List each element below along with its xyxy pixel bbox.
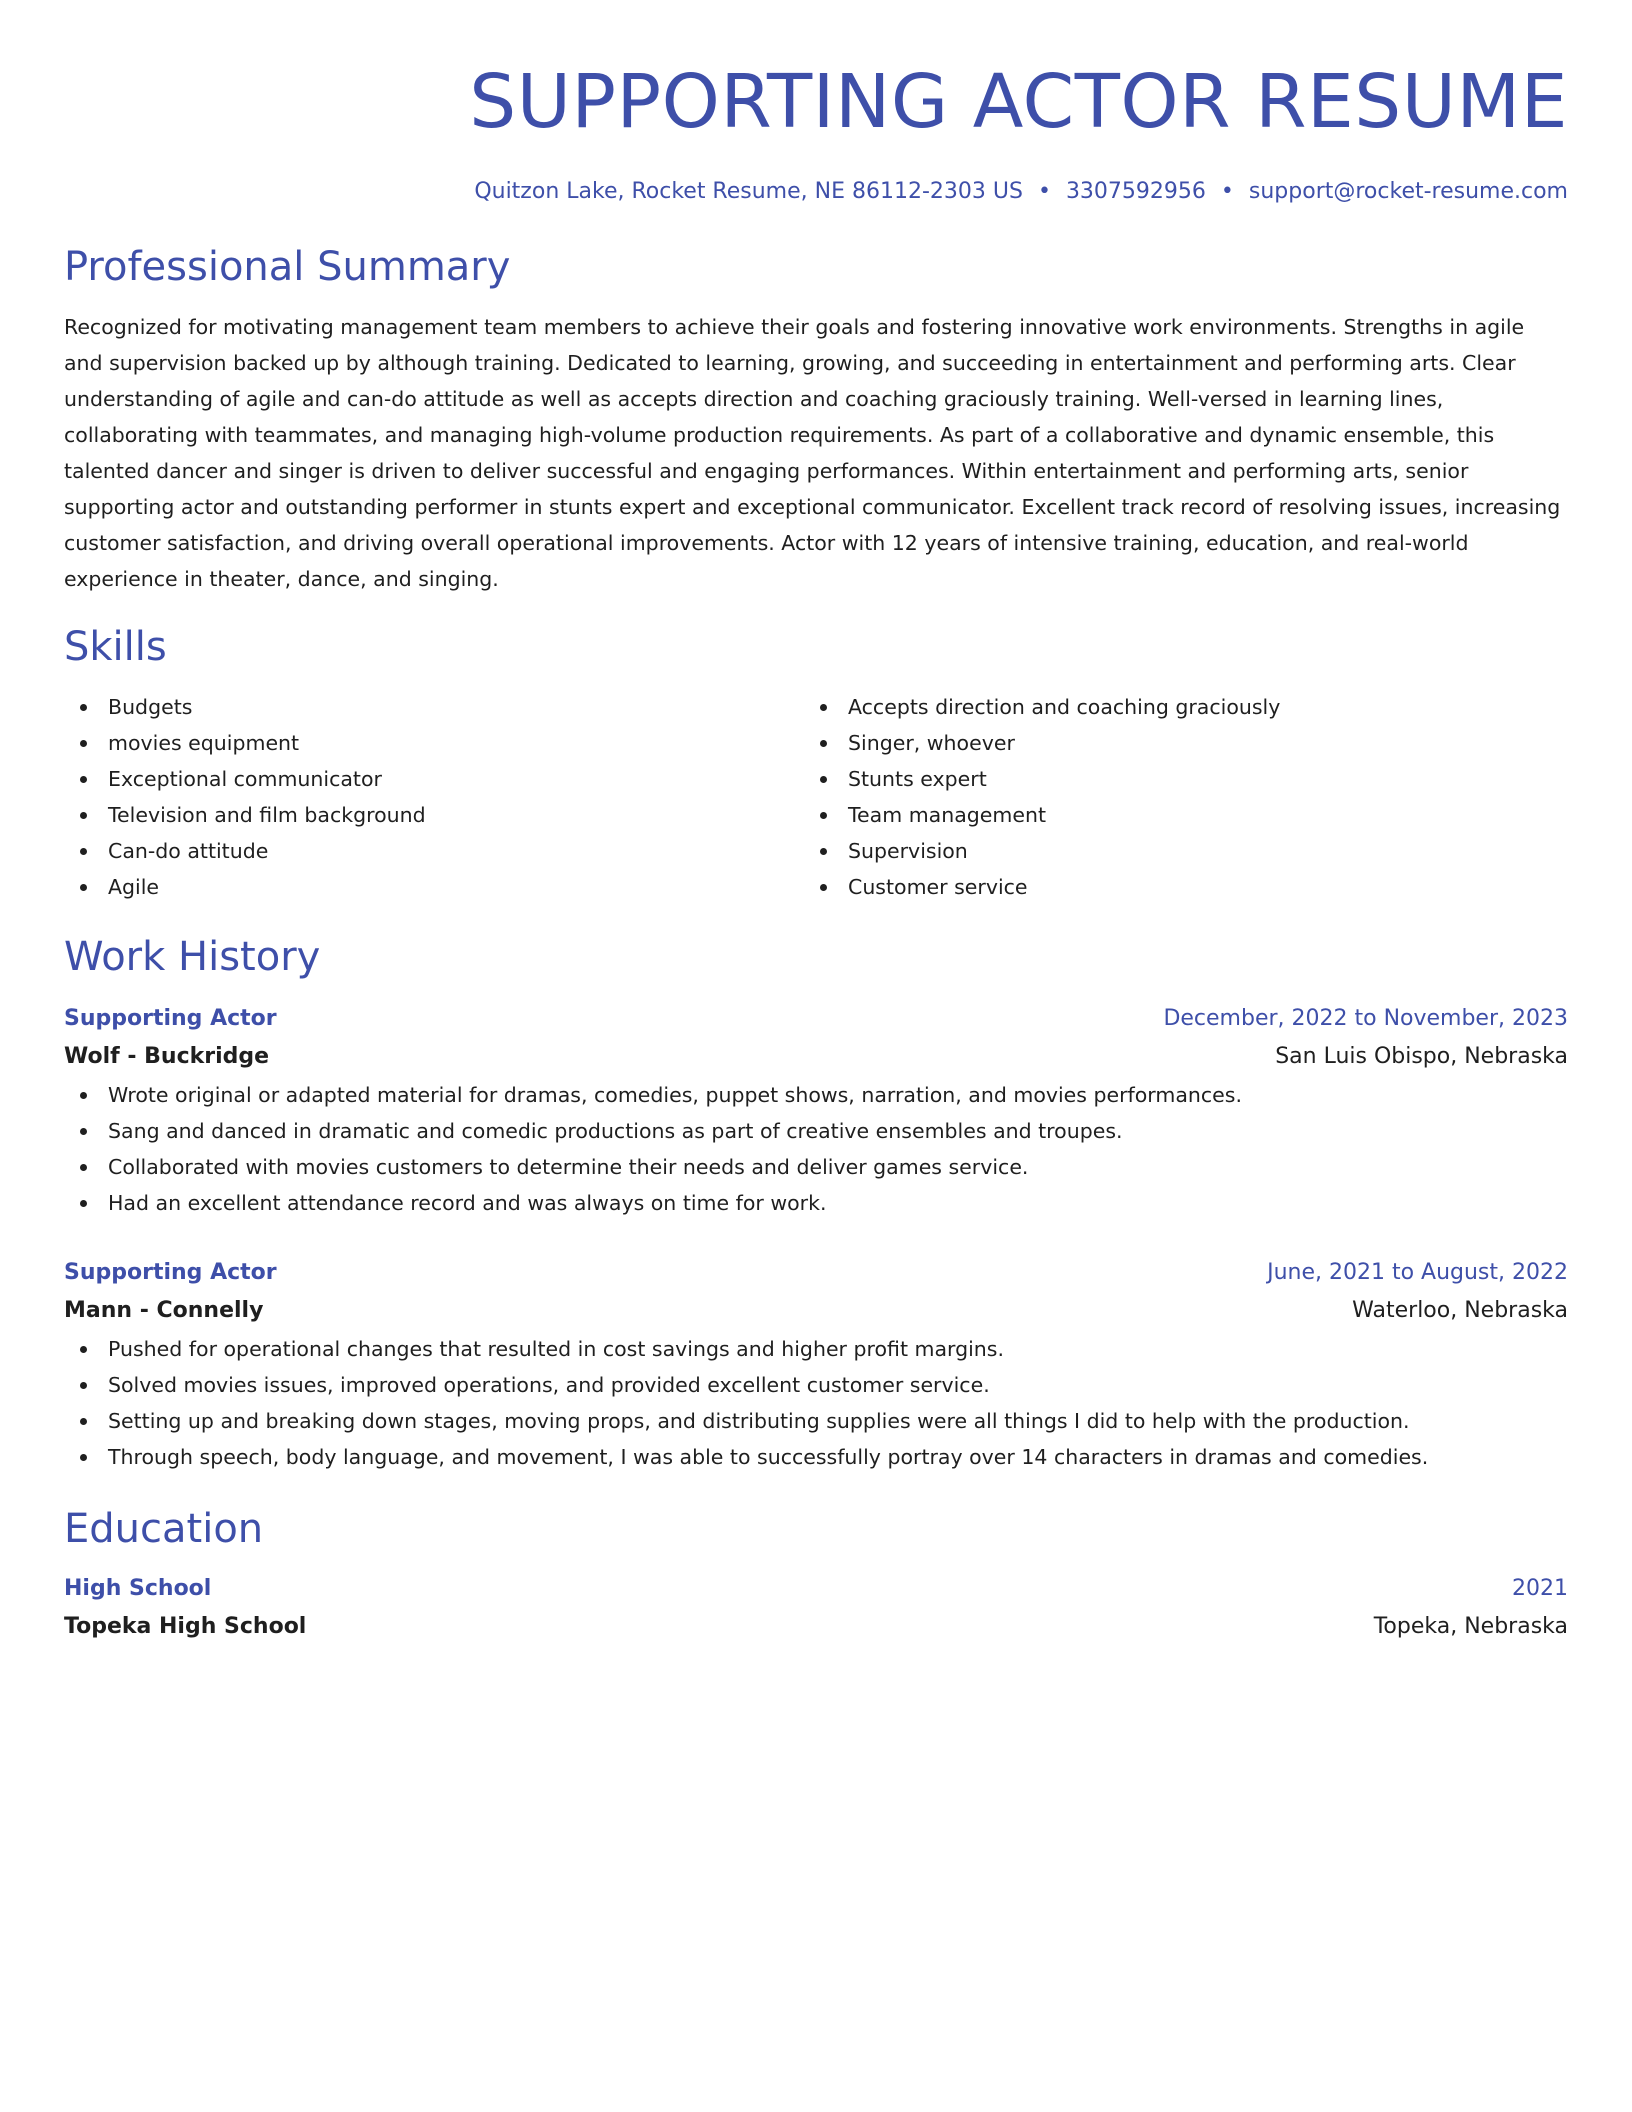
resume-title: SUPPORTING ACTOR RESUME (469, 59, 1568, 145)
summary-heading: Professional Summary (64, 244, 511, 290)
job-title: Supporting Actor (64, 1260, 277, 1285)
job-bullets (64, 1077, 1568, 1221)
summary-text: Recognized for motivating management team members to achieve their goals and fostering innovative work environments. Strengths in agile and supervision backed up by although training. Dedicated to learning, growing, and succeeding in entertainment and performing arts. Clear understanding of agile and can-do attitude as well as accepts direction and coaching graciously training. Well-versed in learning lines, collaborating with teammates, and managing high-volume production requirements. As part of a collaborative and dynamic ensemble, this talented dancer and singer is driven to deliver successful and engaging performances. Within entertainment and performing arts, senior supporting actor and outstanding performer in stunts expert and exceptional communicator. Excellent track record of resolving issues, increasing customer satisfaction, and driving overall operational improvements. Actor with 12 years of intensive training, education, and real-world experience in theater, dance, and singing. (64, 315, 1561, 591)
skill-item: movies equipment (64, 725, 804, 761)
job-company: Wolf - Buckridge (64, 1044, 270, 1069)
education-subheader (64, 1607, 1568, 1647)
job-bullet: Through speech, body language, and movement, I was able to successfully portray over 14 characters in dramas and comedies. (64, 1439, 1568, 1475)
skills-column-left (64, 689, 804, 905)
job-subheader (64, 1037, 1568, 1077)
job-entry (64, 1255, 1568, 1475)
skills-list (64, 689, 1568, 905)
skill-item: Supervision (804, 833, 1544, 869)
education-degree: High School (64, 1576, 212, 1601)
job-dates: December, 2022 to November, 2023 (1163, 1006, 1568, 1031)
contact-phone: 3307592956 (1065, 179, 1206, 204)
job-dates: June, 2021 to August, 2022 (1267, 1260, 1568, 1285)
job-entry (64, 1001, 1568, 1221)
job-bullet: Had an excellent attendance record and was always on time for work. (64, 1185, 1568, 1221)
education-entry (64, 1571, 1568, 1647)
contact-separator: • (1220, 179, 1234, 204)
skill-item: Singer, whoever (804, 725, 1544, 761)
skill-item: Customer service (804, 869, 1544, 905)
education-school: Topeka High School (64, 1614, 307, 1639)
job-header (64, 1255, 1568, 1291)
skill-item: Budgets (64, 689, 804, 725)
skills-column-right (804, 689, 1544, 905)
job-subheader (64, 1291, 1568, 1331)
education-location: Topeka, Nebraska (1373, 1614, 1568, 1639)
skills-heading: Skills (64, 624, 167, 670)
job-location: San Luis Obispo, Nebraska (1275, 1044, 1568, 1069)
job-bullet: Pushed for operational changes that resulted in cost savings and higher profit margins. (64, 1331, 1568, 1367)
job-bullets (64, 1331, 1568, 1475)
skill-item: Stunts expert (804, 761, 1544, 797)
work-history-heading: Work History (64, 934, 321, 980)
job-bullet: Sang and danced in dramatic and comedic productions as part of creative ensembles and troupes. (64, 1113, 1568, 1149)
job-company: Mann - Connelly (64, 1298, 264, 1323)
job-title: Supporting Actor (64, 1006, 277, 1031)
contact-email: support@rocket-resume.com (1248, 179, 1568, 204)
job-bullet: Setting up and breaking down stages, moving props, and distributing supplies were all things I did to help with the production. (64, 1403, 1568, 1439)
skill-item: Television and film background (64, 797, 804, 833)
education-year: 2021 (1512, 1576, 1568, 1601)
job-header (64, 1001, 1568, 1037)
skill-item: Accepts direction and coaching graciously (804, 689, 1544, 725)
job-location: Waterloo, Nebraska (1352, 1298, 1568, 1323)
contact-address: Quitzon Lake, Rocket Resume, NE 86112-2303 US (474, 179, 1023, 204)
skill-item: Can-do attitude (64, 833, 804, 869)
education-header (64, 1571, 1568, 1607)
job-bullet: Solved movies issues, improved operations, and provided excellent customer service. (64, 1367, 1568, 1403)
skill-item: Agile (64, 869, 804, 905)
education-heading: Education (64, 1506, 264, 1552)
job-bullet: Collaborated with movies customers to determine their needs and deliver games service. (64, 1149, 1568, 1185)
contact-line (64, 177, 1568, 207)
contact-separator: • (1037, 179, 1051, 204)
skill-item: Team management (804, 797, 1544, 833)
job-bullet: Wrote original or adapted material for dramas, comedies, puppet shows, narration, and movies performances. (64, 1077, 1568, 1113)
skill-item: Exceptional communicator (64, 761, 804, 797)
